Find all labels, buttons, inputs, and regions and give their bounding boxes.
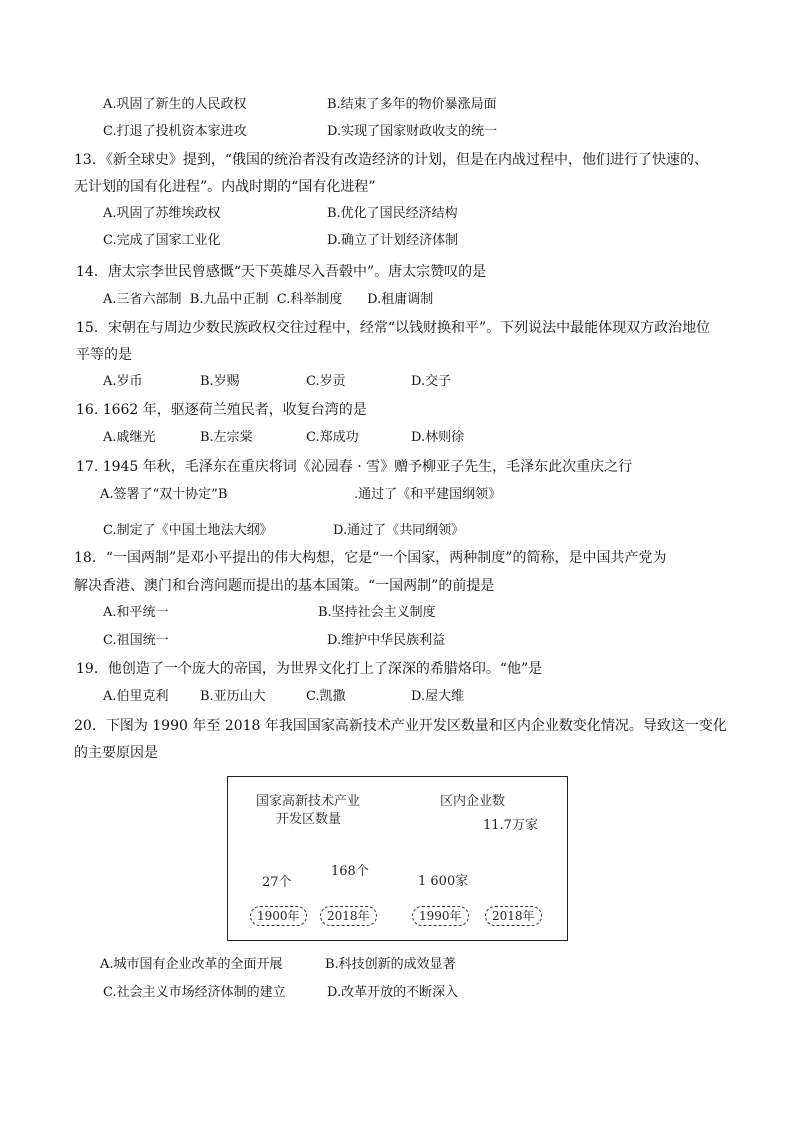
q20-option-a: A.城市国有企业改革的全面开展 <box>100 957 283 972</box>
q18-option-c: C.祖国统一 <box>103 633 169 648</box>
q12-option-c: C.打退了投机资本家进攻 <box>103 124 247 139</box>
q15-option-c: C.岁贡 <box>306 374 346 389</box>
q15-option-d: D.交子 <box>411 374 452 389</box>
q17-option-d: D.通过了《共同纲领》 <box>333 523 465 538</box>
q19-stem: 19．他创造了一个庞大的帝国，为世界文化打上了深深的希腊烙印。“他”是 <box>76 661 543 677</box>
q15-stem-line1: 15．宋朝在与周边少数民族政权交往过程中，经常“以钱财换和平”。下列说法中最能体现双方政治地位 <box>76 320 711 336</box>
q15-stem-line2: 平等的是 <box>76 347 132 363</box>
q18-stem-line2: 解决香港、澳门和台湾问题而提出的基本国策。“一国两制”的前提是 <box>74 578 495 594</box>
figure-value-enterprises-2018: 11.7万家 <box>483 818 538 833</box>
q20-option-d: D.改革开放的不断深入 <box>327 985 459 1000</box>
q14-options: A.三省六部制 B.九品中正制 C.科举制度 D.租庸调制 <box>103 292 434 307</box>
q12-option-a: A.巩固了新生的人民政权 <box>103 97 247 112</box>
q13-stem-line2: 无计划的国有化进程”。内战时期的“国有化进程” <box>74 179 376 195</box>
figure-value-zones-1990: 27个 <box>262 875 292 890</box>
q13-option-a: A.巩固了苏维埃政权 <box>103 206 221 221</box>
q20-stem-line1: 20．下图为 1990 年至 2018 年我国国家高新技术产业开发区数量和区内企业数变化情况。导致这一变化 <box>74 718 727 734</box>
q18-option-a: A.和平统一 <box>103 605 169 620</box>
q20-stem-line2: 的主要原因是 <box>74 745 158 761</box>
q14-stem: 14．唐太宗李世民曾感慨“天下英雄尽入吾毂中”。唐太宗赞叹的是 <box>76 264 487 280</box>
q17-option-b: .通过了《和平建国纲领》 <box>354 487 502 502</box>
figure-value-enterprises-1990: 1 600家 <box>418 874 469 889</box>
q13-option-b: B.优化了国民经济结构 <box>327 206 458 221</box>
q16-option-d: D.林则徐 <box>411 430 465 445</box>
q20-figure <box>227 776 568 941</box>
figure-year-1: 1900年 <box>250 906 307 926</box>
q15-option-a: A.岁币 <box>103 374 143 389</box>
q16-option-c: C.郑成功 <box>306 430 359 445</box>
q12-option-d: D.实现了国家财政收支的统一 <box>327 124 498 139</box>
q16-stem: 16. 1662 年，驱逐荷兰殖民者，收复台湾的是 <box>76 402 367 418</box>
q18-option-d: D.维护中华民族利益 <box>327 633 446 648</box>
q15-option-b: B.岁赐 <box>200 374 240 389</box>
q17-stem: 17. 1945 年秋，毛泽东在重庆将词《沁园春 · 雪》赠予柳亚子先生，毛泽东此次重庆之行 <box>76 459 633 475</box>
q12-option-b: B.结束了多年的物价暴涨局面 <box>327 97 497 112</box>
figure-value-zones-2018: 168个 <box>331 864 369 879</box>
q13-stem-line1: 13．《新全球史》提到，“俄国的统治者没有改造经济的计划，但是在内战过程中，他们进行了快速的、 <box>74 152 708 168</box>
q17-option-a: A.签署了“双十协定”B <box>100 487 228 502</box>
q13-option-c: C.完成了国家工业化 <box>103 233 221 248</box>
q13-option-d: D.确立了计划经济体制 <box>327 233 459 248</box>
q18-stem-line1: 18．“一国两制”是邓小平提出的伟大构想，它是“一个国家，两种制度”的简称，是中国共产党为 <box>74 550 667 566</box>
figure-year-2: 2018年 <box>320 906 377 926</box>
figure-left-title-line1: 国家高新技术产业 <box>256 794 361 809</box>
q18-option-b: B.坚持社会主义制度 <box>318 605 436 620</box>
q16-option-a: A.戚继光 <box>103 430 156 445</box>
figure-year-3: 1990年 <box>412 906 469 926</box>
figure-left-title-line2: 开发区数量 <box>276 812 342 827</box>
figure-year-4: 2018年 <box>485 906 542 926</box>
q20-option-b: B.科技创新的成效显著 <box>325 957 456 972</box>
q19-option-d: D.屋大维 <box>411 689 465 704</box>
q19-option-c: C.凯撒 <box>306 689 346 704</box>
q20-option-c: C.社会主义市场经济体制的建立 <box>103 985 286 1000</box>
q17-option-c: C.制定了《中国土地法大纲》 <box>103 523 273 538</box>
q19-option-b: B.亚历山大 <box>200 689 266 704</box>
figure-right-title: 区内企业数 <box>440 794 506 809</box>
q16-option-b: B.左宗棠 <box>200 430 253 445</box>
q19-option-a: A.伯里克利 <box>103 689 169 704</box>
